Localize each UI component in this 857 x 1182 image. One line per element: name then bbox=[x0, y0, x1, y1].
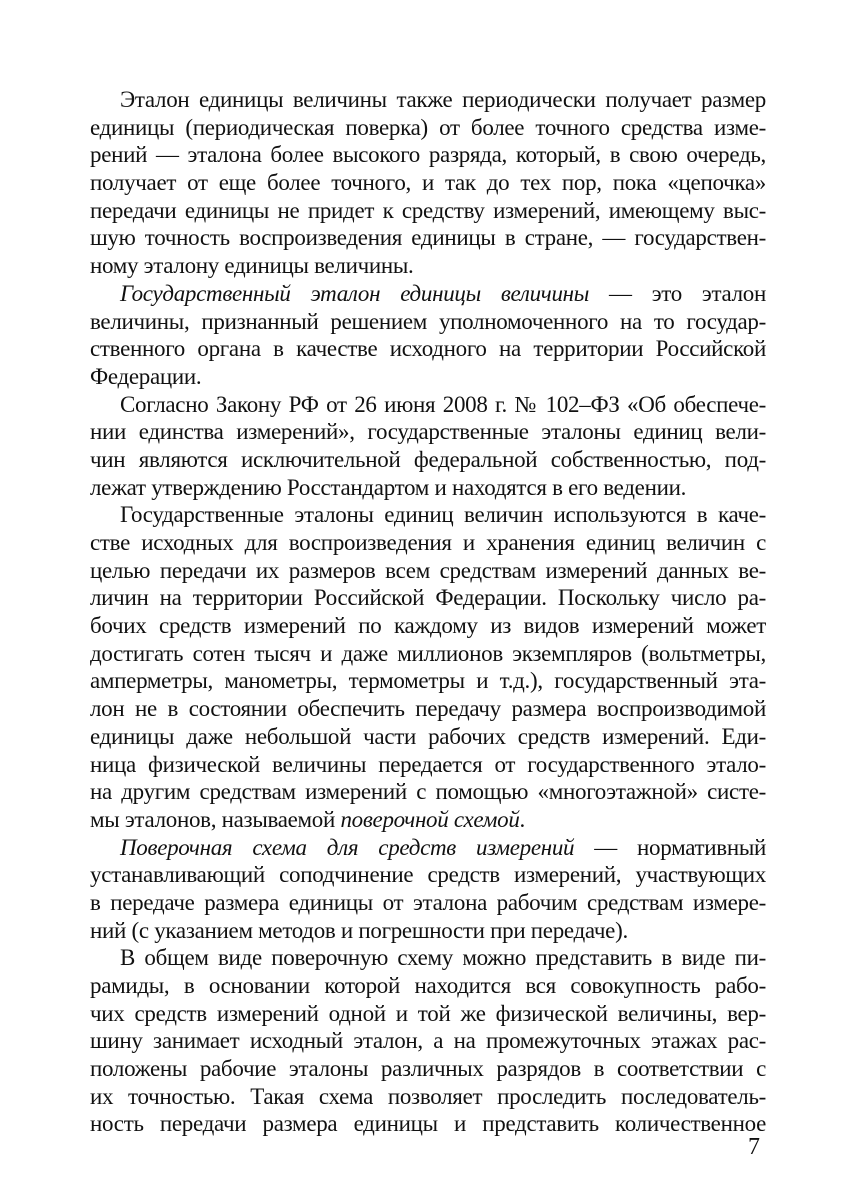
text-line bbox=[90, 308, 766, 336]
text-line bbox=[90, 612, 766, 640]
text-line bbox=[90, 695, 766, 723]
text-line bbox=[90, 501, 766, 529]
text-line bbox=[90, 917, 766, 945]
text-segment: В общем виде поверочную схему можно представить в виде пи- bbox=[120, 945, 766, 971]
text-segment: — это эталон bbox=[609, 280, 766, 306]
text-line bbox=[90, 197, 766, 225]
text-segment: получает от еще более точного, и так до тех пор, пока «цепочка» bbox=[90, 170, 766, 196]
text-line bbox=[90, 141, 766, 169]
text-segment: . bbox=[519, 806, 525, 832]
text-line bbox=[90, 667, 766, 695]
text-line bbox=[90, 834, 766, 862]
text-line bbox=[90, 86, 766, 114]
text-line bbox=[90, 114, 766, 142]
text-segment: чих средств измерений одной и той же физической величины, вер- bbox=[90, 1000, 766, 1026]
text-segment: целью передачи их размеров всем средствам измерений данных ве- bbox=[90, 557, 766, 583]
text-segment: в передаче размера единицы от эталона рабочим средствам измере- bbox=[90, 889, 766, 915]
text-segment: чин являются исключительной федеральной собственностью, под- bbox=[90, 446, 766, 472]
page-number: 7 bbox=[748, 1134, 760, 1160]
text-line bbox=[90, 391, 766, 419]
text-line bbox=[90, 640, 766, 668]
text-segment: стве исходных для воспроизведения и хранения единиц величин с bbox=[90, 530, 766, 555]
text-line bbox=[90, 529, 766, 557]
text-segment: лежат утверждению Росстандартом и находятся в его ведении. bbox=[90, 474, 687, 500]
text-line bbox=[90, 418, 766, 446]
text-segment: положены рабочие эталоны различных разрядов в соответствии с bbox=[90, 1056, 766, 1082]
text-line bbox=[90, 1027, 766, 1055]
text-line bbox=[90, 584, 766, 612]
text-line bbox=[90, 335, 766, 363]
text-segment: мы эталонов, называемой bbox=[90, 806, 341, 832]
paragraph bbox=[90, 280, 766, 391]
text-line bbox=[90, 806, 766, 834]
text-line bbox=[90, 1055, 766, 1083]
paragraph bbox=[90, 391, 766, 502]
text-segment: рений — эталона более высокого разряда, который, в свою очередь, bbox=[90, 142, 766, 168]
text-segment: Согласно Закону РФ от 26 июня 2008 г. № 102–ФЗ «Об обеспече- bbox=[120, 391, 766, 417]
text-line bbox=[90, 252, 766, 280]
italic-term: Государственный эталон единицы величины bbox=[120, 280, 590, 306]
text-segment: величины, признанный решением уполномоченного на то государ- bbox=[90, 308, 766, 334]
text-segment: бочих средств измерений по каждому из видов измерений может bbox=[90, 613, 766, 639]
text-segment: ственного органа в качестве исходного на территории Российской bbox=[90, 336, 766, 362]
text-line bbox=[90, 944, 766, 972]
text-segment: достигать сотен тысяч и даже миллионов экземпляров (вольтметры, bbox=[90, 640, 766, 666]
text-segment: ница физической величины передается от государственного этало- bbox=[90, 751, 766, 777]
italic-term: поверочной схемой bbox=[340, 806, 520, 832]
text-segment: амперметры, манометры, термометры и т.д.), государственный эта- bbox=[90, 668, 766, 694]
page-body-text bbox=[90, 86, 766, 1138]
text-line bbox=[90, 723, 766, 751]
text-segment: Государственные эталоны единиц величин используются в каче- bbox=[120, 502, 766, 528]
text-segment: рамиды, в основании которой находится вся совокупность рабо- bbox=[90, 973, 766, 998]
paragraph bbox=[90, 86, 766, 280]
text-line bbox=[90, 751, 766, 779]
text-segment: ний (с указанием методов и погрешности при передаче). bbox=[90, 917, 628, 943]
paragraph bbox=[90, 501, 766, 833]
paragraph bbox=[90, 834, 766, 945]
text-line bbox=[90, 363, 766, 391]
text-line bbox=[90, 861, 766, 889]
italic-term: Поверочная схема для средств измерений bbox=[120, 834, 575, 860]
text-line bbox=[90, 972, 766, 1000]
text-line bbox=[90, 474, 766, 502]
text-segment: ному эталону единицы величины. bbox=[90, 253, 414, 279]
text-segment: — нормативный bbox=[594, 834, 766, 860]
text-line bbox=[90, 1083, 766, 1111]
text-segment: ность передачи размера единицы и представить количественное bbox=[90, 1111, 766, 1137]
text-segment: шую точность воспроизведения единицы в стране, — государствен- bbox=[90, 225, 766, 251]
text-segment: единицы (периодическая поверка) от более точного средства изме- bbox=[90, 114, 766, 140]
text-segment: устанавливающий соподчинение средств измерений, участвующих bbox=[90, 862, 766, 888]
text-segment: Федерации. bbox=[90, 363, 202, 389]
paragraph bbox=[90, 944, 766, 1138]
text-line bbox=[90, 1000, 766, 1028]
text-segment: лон не в состоянии обеспечить передачу размера воспроизводимой bbox=[90, 696, 766, 722]
text-segment: личин на территории Российской Федерации. Поскольку число ра- bbox=[90, 585, 766, 611]
text-line bbox=[90, 778, 766, 806]
text-segment: их точностью. Такая схема позволяет проследить последователь- bbox=[90, 1083, 766, 1109]
text-line bbox=[90, 889, 766, 917]
text-line bbox=[90, 224, 766, 252]
text-line bbox=[90, 446, 766, 474]
text-segment: шину занимает исходный эталон, а на промежуточных этажах рас- bbox=[90, 1028, 766, 1054]
text-segment: на другим средствам измерений с помощью «многоэтажной» систе- bbox=[90, 779, 766, 805]
text-line bbox=[90, 1110, 766, 1138]
text-segment: передачи единицы не придет к средству измерений, имеющему выс- bbox=[90, 197, 766, 223]
text-segment: нии единства измерений», государственные эталоны единиц вели- bbox=[90, 419, 766, 445]
text-line bbox=[90, 169, 766, 197]
text-line bbox=[90, 280, 766, 308]
text-segment: Эталон единицы величины также периодически получает размер bbox=[120, 87, 766, 112]
text-line bbox=[90, 557, 766, 585]
text-segment: единицы даже небольшой части рабочих средств измерений. Еди- bbox=[90, 723, 766, 749]
